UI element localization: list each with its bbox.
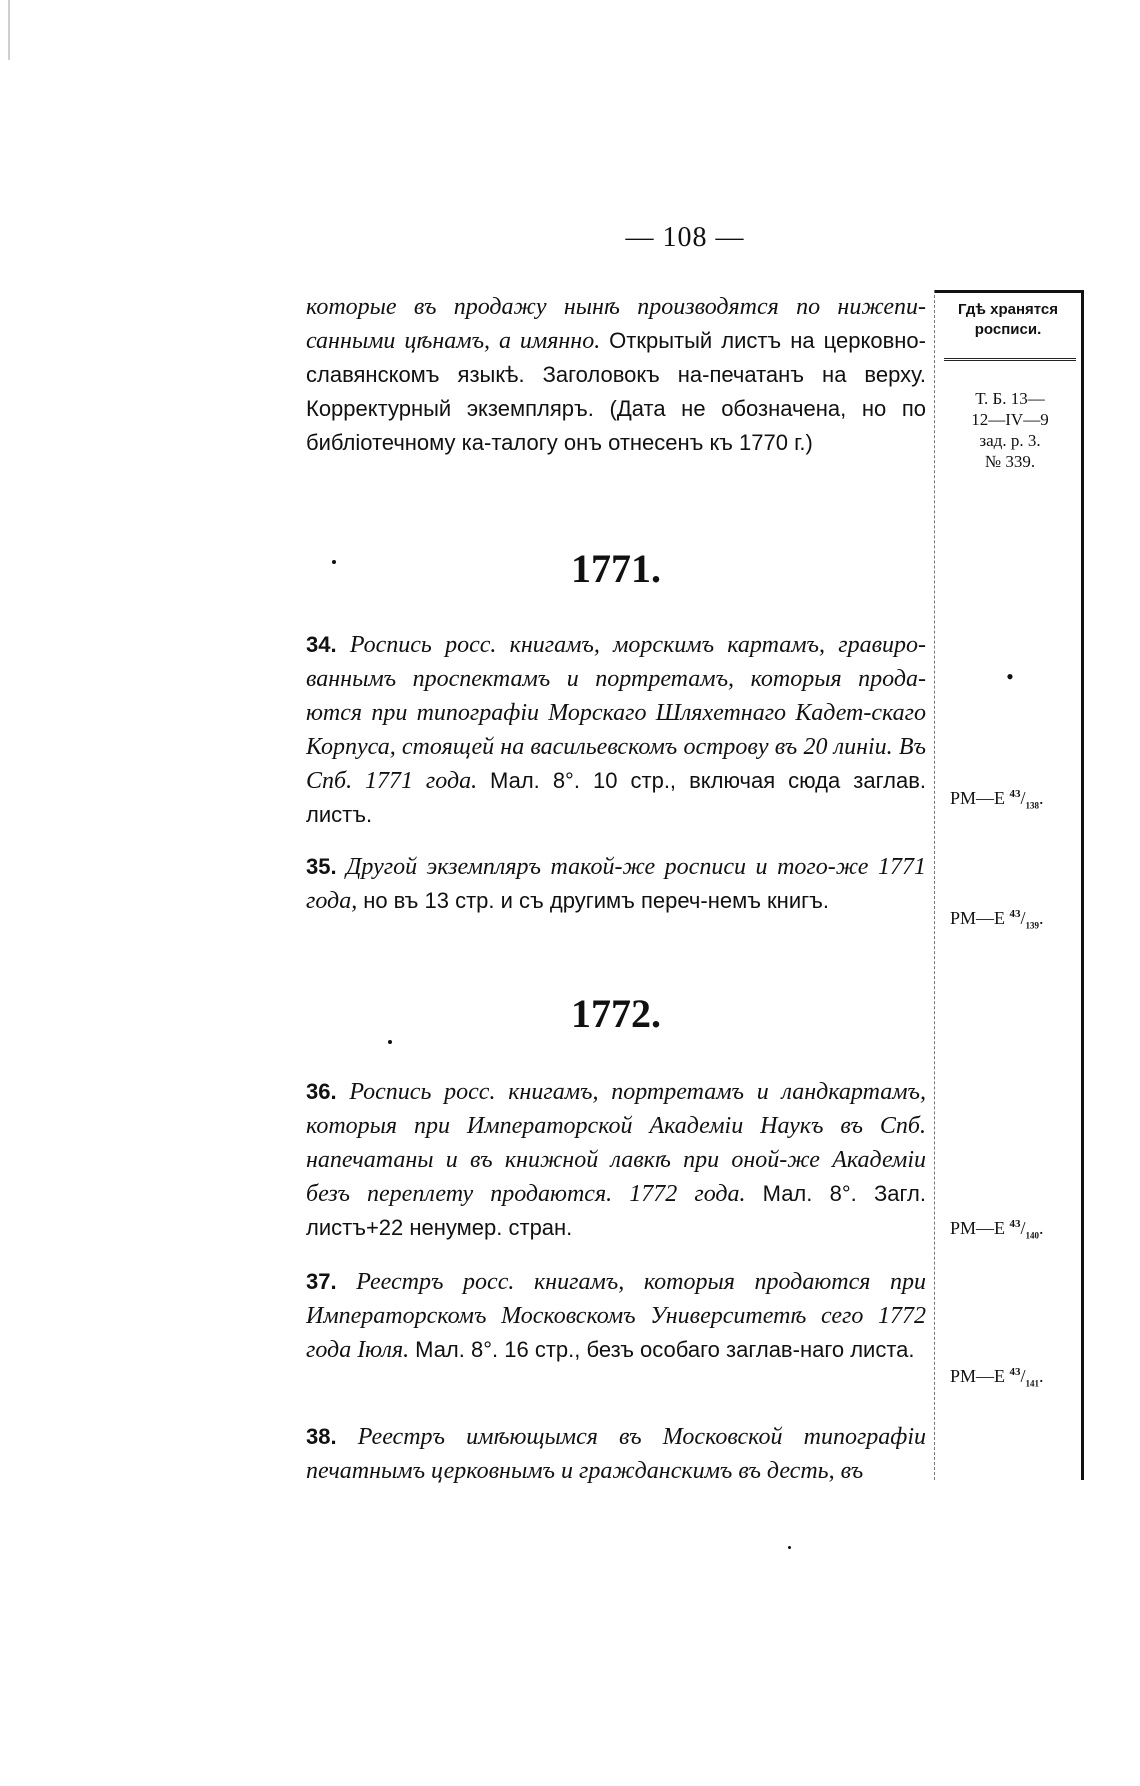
- shelfmark-sub: 139: [1025, 920, 1040, 931]
- scan-edge-artifact: [8, 0, 10, 60]
- page-number: — 108 —: [625, 222, 745, 253]
- shelfmark-35: РМ—Е $^{43}/_{139}$.: [950, 908, 1044, 931]
- entry-34: [306, 628, 926, 832]
- entry-number: 38.: [306, 1424, 337, 1449]
- sidebar-left-rule: [934, 290, 935, 1480]
- intro-roman: Открытый листъ на церковно-славянскомъ языкѣ. Заголовокъ на-печатанъ на верху. Корректурный экземпляръ. (Дата не обозначена, но по библіотечному ка-талогу онъ отнесенъ къ 1770 г.): [306, 328, 926, 455]
- shelfmark-sup: 43: [1009, 788, 1021, 800]
- sidebar-header-line2: росписи.: [974, 321, 1042, 338]
- main-text: [306, 290, 927, 1484]
- sidebar-bullet: •: [1006, 664, 1014, 689]
- print-speck: [332, 560, 336, 564]
- entry-number: 36.: [306, 1079, 337, 1104]
- shelfmark-line: зад. р. 3.: [979, 431, 1041, 450]
- shelfmark-prefix: РМ—Е: [950, 908, 1006, 928]
- print-speck: [788, 1546, 791, 1549]
- entry-38: [306, 1420, 926, 1488]
- shelfmark-prefix: РМ—Е: [950, 1366, 1006, 1386]
- shelfmark-prefix: РМ—Е: [950, 788, 1006, 808]
- entry-italic: Реестръ имѣющымся въ Московской типографіи печатнымъ церковнымъ и гражданскимъ въ десть, въ: [306, 1424, 927, 1484]
- shelfmark-sup: 43: [1009, 1218, 1021, 1230]
- sidebar-top-rule: [934, 290, 1084, 293]
- entry-italic: Роспись росс. книгамъ, портретамъ и ландкартамъ, которыя при Императорской Академіи Наукъ въ Спб. напечатаны и въ книжной лавкѣ при оной-же Академіи безъ переплету продаются. 1772 года.: [306, 1079, 927, 1207]
- entry-roman: но въ 13 стр. и съ другимъ переч-немъ книгъ.: [363, 888, 830, 913]
- entry-italic: Другой экземпляръ такой-же росписи и того-же 1771 года,: [306, 854, 927, 914]
- shelfmark-36: РМ—Е $^{43}/_{140}$.: [950, 1218, 1044, 1241]
- year-heading-1771: 1771.: [571, 546, 661, 591]
- sidebar-header: [942, 300, 1074, 340]
- entry-35: [306, 850, 926, 918]
- entry-number: 34.: [306, 632, 337, 657]
- entry-italic: Роспись росс. книгамъ, морскимъ картамъ, гравиро-ваннымъ проспектамъ и портретамъ, которыя прода-ются при типографіи Морскаго Шляхетнаго Кадет-скаго Корпуса, стоящей на васильевскомъ острову въ 20 линіи. Въ Спб. 1771 года.: [306, 632, 927, 794]
- shelfmark-37: РМ—Е $^{43}/_{141}$.: [950, 1366, 1044, 1389]
- shelfmark-sup: 43: [1009, 908, 1021, 920]
- shelfmark-prefix: РМ—Е: [950, 1218, 1006, 1238]
- shelfmark-sub: 138: [1025, 800, 1040, 811]
- shelfmark-line: 12—IV—9: [971, 410, 1049, 429]
- shelfmark-sup: 43: [1009, 1366, 1021, 1378]
- intro-paragraph: [306, 290, 926, 460]
- year-heading-1772: 1772.: [571, 991, 661, 1036]
- entry-italic: Реестръ росс. книгамъ, которыя продаются при Императорскомъ Московскомъ Университетѣ сего 1772 года Іюля.: [306, 1269, 926, 1363]
- entry-37: [306, 1265, 926, 1367]
- print-speck: [388, 1040, 392, 1044]
- sidebar-right-rule: [1081, 290, 1084, 1480]
- entry-36: [306, 1075, 926, 1245]
- entry-number: 37.: [306, 1269, 337, 1294]
- entry-roman: Мал. 8°. Загл. листъ+22 ненумер. стран.: [306, 1181, 926, 1240]
- shelfmark-line: Т. Б. 13—: [975, 389, 1045, 408]
- sidebar-header-line1: Гдѣ хранятся: [957, 301, 1059, 318]
- intro-italic: которые въ продажу нынѣ производятся по нижепи-санными цѣнамъ, а имянно.: [306, 294, 926, 354]
- shelfmark-sub: 140: [1025, 1230, 1040, 1241]
- shelfmark-34: РМ—Е $^{43}/_{138}$.: [950, 788, 1044, 811]
- entry-number: 35.: [306, 854, 337, 879]
- sidebar-header-rule: [944, 358, 1076, 361]
- shelfmark-sub: 141: [1025, 1378, 1040, 1389]
- entry-roman: Мал. 8°. 10 стр., включая сюда заглав. листъ.: [306, 768, 926, 827]
- shelfmark-intro: [942, 388, 1078, 472]
- shelfmark-line: № 339.: [984, 452, 1036, 471]
- entry-roman: Мал. 8°. 16 стр., безъ особаго заглав-наго листа.: [415, 1337, 915, 1362]
